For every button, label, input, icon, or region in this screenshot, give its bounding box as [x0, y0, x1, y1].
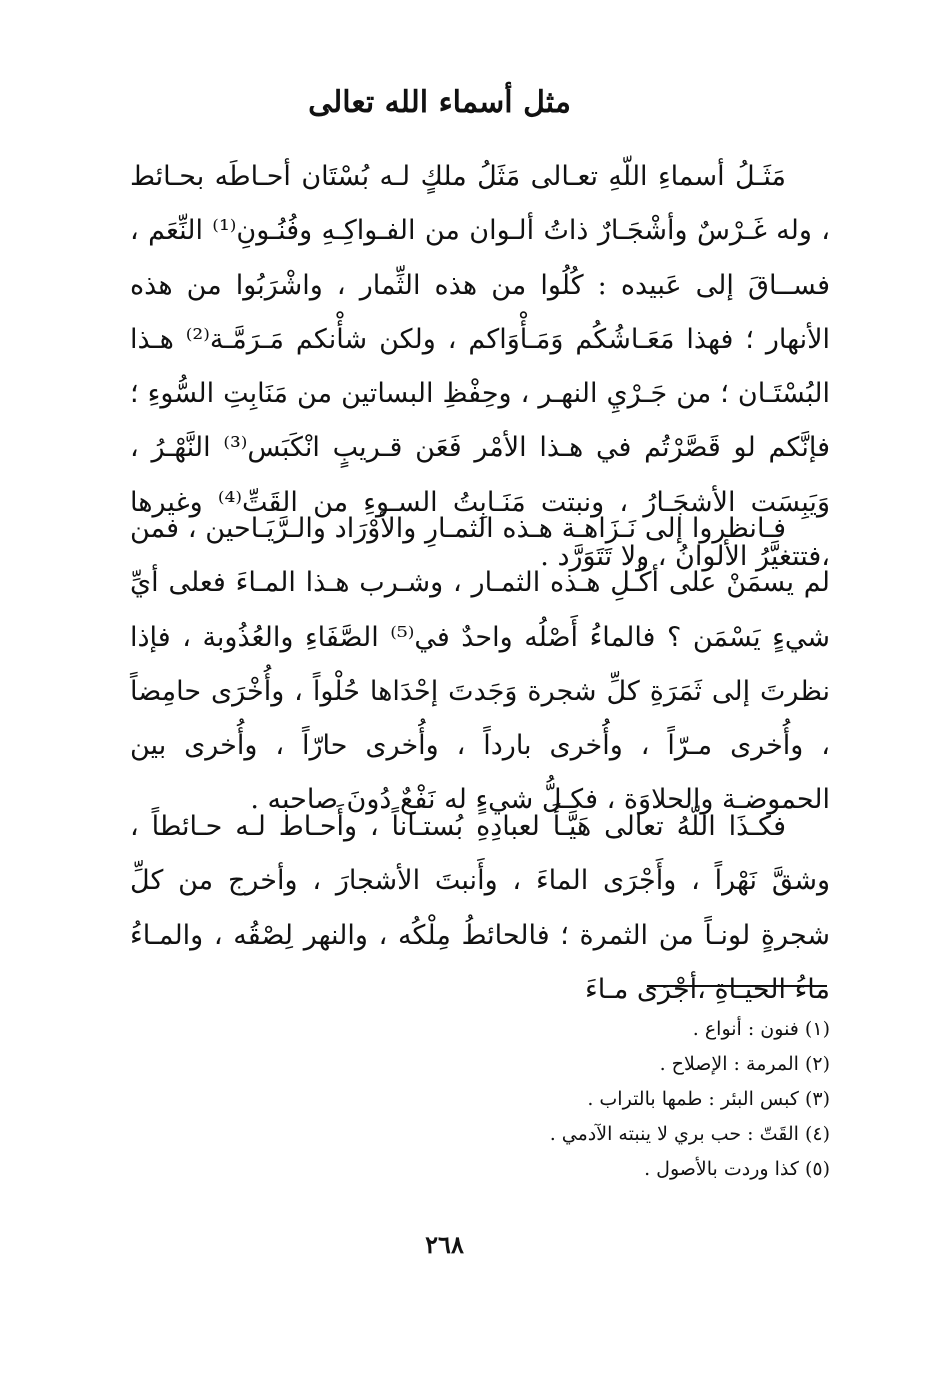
page-number: ٢٦٨	[425, 1230, 464, 1259]
footnotes	[300, 1012, 830, 1187]
footnote-4: (٤) القَتّ : حب بري لا ينبته الآدمي .	[549, 1123, 830, 1145]
footnote-1: (١) فنون : أنواع .	[692, 1018, 830, 1040]
footnote-separator	[647, 985, 827, 987]
paragraph-1: مَثَـلُ أسماءِ اللّهِ تعـالى مَثَلُ ملكٍ لـه بُسْتَان أحـاطَه بحـائط ، وله غَـرْسٌ وأشْجَـارٌ ذاتُ ألـوان من الفـواكِـهِ وفُنُـونِ⁽¹⁾ النِّعَم ، فســاقَ إلى عَبيده : كُلُوا من هذه الثِّمار ، واشْرَبُوا من هذه الأنهار ؛ فهذا مَعَـاشُكُم وَمَـأْوَاكم ، ولكن شأْنكم مَـرَمَّـة⁽²⁾ هـذا البُسْتَـان ؛ من جَـرْيِ النهـر ، وحِفْظِ البساتين من مَنَابِتِ السُّوءِ ؛ فإنَّكم لو قَصَّرْتُم في هـذا الأمْر فَعَن قـريبٍ انْكَبَس⁽³⁾ النَّهْـرُ ، وَيَبِسَت الأشجَـارُ ، ونبتت مَنَـابِتُ السـوءِ من القَتِّ⁽⁴⁾ وغيرها ،فتتغيَّرُ الألوانُ ، ولا تَتَوَرَّد .	[130, 161, 830, 573]
footnote-5: (٥) كذا وردت بالأصول .	[644, 1158, 830, 1180]
footnote-2: (٢) المرمة : الإصلاح .	[659, 1053, 830, 1075]
paragraph-3: فكـذَا اللّهُ تعالى هَيَّـأَ لعبادِهِ بُستـاناً ، وأَحـاط لـه حـائطاً ، وشقَّ نَهْراً ، وأَجْرَى الماءَ ، وأَنبتَ الأشجارَ ، وأخرج من كلِّ شجرةٍ لونـاً من الثمرة ؛ فالحائطُ مِلْكُه ، والنهر لِصْقُه ، والمـاءُ ماءُ الحيـاةِ ،أجْرَى مـاءَ	[130, 811, 830, 1005]
footnote-3: (٣) كبس البئر : طمها بالتراب .	[587, 1088, 830, 1110]
paragraph-2: فـانظروا إلى نَـزَاهـة هـذه الثمـارِ والأوْرَاد والـرَّيَـاحين ، فمن لم يسمَنْ على أكْـلِ هـذه الثمـار ، وشـرب هـذا المـاءَ فعلى أيِّ شيءٍ يَسْمَن ؟ فالماءُ أَصْلُه واحدٌ في⁽⁵⁾ الصَّفَاءِ والعُذُوبة ، فإذا نظرتَ إلى ثَمَرَةِ كلِّ شجرة وَجَدتَ إحْدَاها حُلْواً ، وأُخْرَى حامِضاً ، وأُخرى مـرّاً ، وأُخرى بارداً ، وأُخرى حارّاً ، وأُخرى بين الحموضـة والحلاوَة ، فكـلُّ شيءٍ له نَفْعٌ دُونَ صاحبه .	[130, 513, 830, 816]
page-title: مثل أسماء الله تعالى	[308, 85, 571, 120]
